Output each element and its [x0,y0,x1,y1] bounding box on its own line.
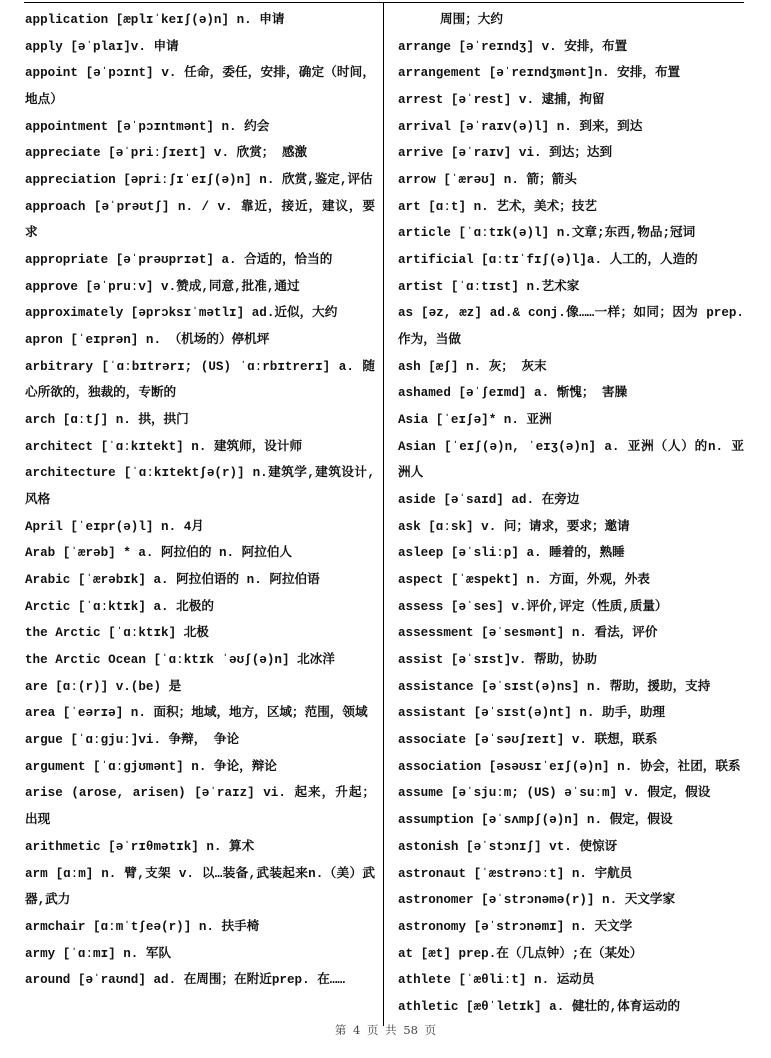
top-rule [24,2,744,3]
vocab-entry: appoint [əˈpɔɪnt] v. 任命，委任，安排，确定（时间，地点） [25,66,375,108]
page-footer: 第 4 页 共 58 页 [334,1023,437,1037]
vocab-entry: article [ˈɑːtɪk(ə)l] n.文章;东西,物品;冠词 [398,226,696,241]
vocab-entry: athletic [æθˈletɪk] a. 健壮的,体育运动的 [398,999,681,1014]
vocab-entry: arbitrary [ˈɑːbɪtrərɪ; (US) ˈɑːrbɪtrerɪ] a. 随心所欲的，独裁的，专断的 [25,359,375,401]
vocab-entry: associate [əˈsəʊʃɪeɪt] v. 联想，联系 [398,733,658,748]
vocab-entry: Asian [ˈeɪʃ(ə)n, ˈeɪʒ(ə)n] a. 亚洲（人）的n. 亚洲人 [398,439,744,481]
vocab-entry: approve [əˈpruːv] v.赞成,同意,批准,通过 [25,279,300,294]
vocab-entry: arm [ɑːm] n. 臂,支架 v. 以…装备,武装起来n.（美）武器,武力 [25,866,375,908]
vocab-entry: asleep [əˈsliːp] a. 睡着的，熟睡 [398,546,625,561]
vocab-entry: athlete [ˈæθliːt] n. 运动员 [398,973,595,988]
vocab-entry: approximately [əprɔksɪˈmətlɪ] ad.近似，大约 [25,306,338,321]
vocab-entry: the Arctic [ˈɑːktɪk] 北极 [25,626,209,641]
vocab-entry: architect [ˈɑːkɪtekt] n. 建筑师，设计师 [25,439,303,454]
vocab-entry: astronomy [əˈstrɔnəmɪ] n. 天文学 [398,919,633,934]
vocab-entry: arise (arose, arisen) [əˈraɪz] vi. 起来，升起；出现 [25,786,375,828]
vocab-entry: Asia [ˈeɪʃə]* n. 亚洲 [398,413,552,428]
vocab-entry: artificial [ɑːtɪˈfɪʃ(ə)l]a. 人工的，人造的 [398,253,698,268]
vocab-entry: ask [ɑːsk] v. 问；请求，要求；邀请 [398,519,630,534]
vocab-entry: argument [ˈɑːgjʊmənt] n. 争论，辩论 [25,759,277,774]
vocab-entry: argue [ˈɑːgjuː]vi. 争辩， 争论 [25,733,240,748]
vocab-entry: arrangement [əˈreɪndʒmənt]n. 安排，布置 [398,66,681,81]
vocab-entry: artist [ˈɑːtɪst] n.艺术家 [398,279,580,294]
vocab-entry: assist [əˈsɪst]v. 帮助，协助 [398,653,598,668]
vocab-entry: aside [əˈsaɪd] ad. 在旁边 [398,493,580,508]
vocab-entry: assume [əˈsjuːm; (US) əˈsuːm] v. 假定，假设 [398,786,711,801]
vocab-entry: April [ˈeɪpr(ə)l] n. 4月 [25,519,204,534]
vocab-entry: army [ˈɑːmɪ] n. 军队 [25,946,172,961]
vocab-entry: area [ˈeərɪə] n. 面积；地域，地方，区域；范围，领域 [25,706,368,721]
vocab-entry: Arab [ˈærəb] * a. 阿拉伯的 n. 阿拉伯人 [25,546,293,561]
vocab-entry: appreciation [əpriːʃɪˈeɪʃ(ə)n] n. 欣赏,鉴定,评估 [25,173,373,188]
vocab-entry: arch [ɑːtʃ] n. 拱，拱门 [25,413,189,428]
vocab-entry: application [æplɪˈkeɪʃ(ə)n] n. 申请 [25,13,285,27]
vocab-entry: ashamed [əˈʃeɪmd] a. 惭愧； 害臊 [398,386,628,401]
vocab-entry: assistance [əˈsɪst(ə)ns] n. 帮助，援助，支持 [398,679,711,694]
vocab-entry: arrow [ˈærəʊ] n. 箭；箭头 [398,173,577,188]
vocab-entry: arithmetic [əˈrɪθmətɪk] n. 算术 [25,839,255,854]
column-divider [383,2,384,1026]
vocab-entry: at [æt] prep.在（几点钟）;在（某处） [398,946,643,961]
vocab-entry: arrival [əˈraɪv(ə)l] n. 到来，到达 [398,119,643,134]
vocab-entry: arrange [əˈreɪndʒ] v. 安排，布置 [398,39,628,54]
vocab-entry: as [əz, æz] ad.& conj.像……一样；如同；因为 prep. 作为，当做 [398,306,744,348]
vocab-entry: the Arctic Ocean [ˈɑːktɪk ˈəʊʃ(ə)n] 北冰洋 [25,653,335,668]
vocab-entry: armchair [ɑːmˈtʃeə(r)] n. 扶手椅 [25,919,260,934]
continued-entry: 周围；大约 [440,13,503,27]
vocab-entry: are [ɑː(r)] v.(be) 是 [25,679,182,694]
vocab-entry: architecture [ˈɑːkɪtektʃə(r)] n.建筑学,建筑设计,风格 [25,466,375,508]
vocab-entry: astonish [əˈstɔnɪʃ] vt. 使惊讶 [398,839,618,854]
vocab-entry: arrest [əˈrest] v. 逮捕，拘留 [398,93,605,108]
vocab-entry: apron [ˈeɪprən] n. （机场的）停机坪 [25,333,270,348]
vocab-entry: Arctic [ˈɑːktɪk] a. 北极的 [25,599,214,614]
vocab-entry: appreciate [əˈpriːʃɪeɪt] v. 欣赏； 感激 [25,146,308,161]
vocab-entry: astronaut [ˈæstrənɔːt] n. 宇航员 [398,866,633,881]
vocab-entry: assess [əˈses] v.评价,评定（性质,质量） [398,599,668,614]
vocab-entry: astronomer [əˈstrɔnəmə(r)] n. 天文学家 [398,893,676,908]
vocab-entry: assessment [əˈsesmənt] n. 看法，评价 [398,626,658,641]
vocab-entry: art [ɑːt] n. 艺术，美术；技艺 [398,199,597,214]
vocab-entry: aspect [ˈæspekt] n. 方面，外观，外表 [398,573,650,588]
left-column [25,7,375,1020]
vocab-entry: arrive [əˈraɪv] vi. 到达；达到 [398,146,613,161]
vocab-entry: ash [æʃ] n. 灰； 灰末 [398,359,547,374]
vocab-entry: assumption [əˈsʌmpʃ(ə)n] n. 假定，假设 [398,813,673,828]
right-column [398,7,744,1020]
vocab-entry: appropriate [əˈprəʊprɪət] a. 合适的，恰当的 [25,253,333,268]
vocab-entry: association [əsəʊsɪˈeɪʃ(ə)n] n. 协会，社团，联系 [398,759,741,774]
vocab-entry: appointment [əˈpɔɪntmənt] n. 约会 [25,119,270,134]
vocab-entry: assistant [əˈsɪst(ə)nt] n. 助手，助理 [398,706,666,721]
vocab-entry: apply [əˈplaɪ]v. 申请 [25,39,179,54]
vocab-entry: around [əˈraʊnd] ad. 在周围；在附近prep. 在…… [25,973,345,988]
vocab-entry: Arabic [ˈærəbɪk] a. 阿拉伯语的 n. 阿拉伯语 [25,573,320,588]
vocab-entry: approach [əˈprəʊtʃ] n. / v. 靠近，接近，建议，要求 [25,199,375,241]
